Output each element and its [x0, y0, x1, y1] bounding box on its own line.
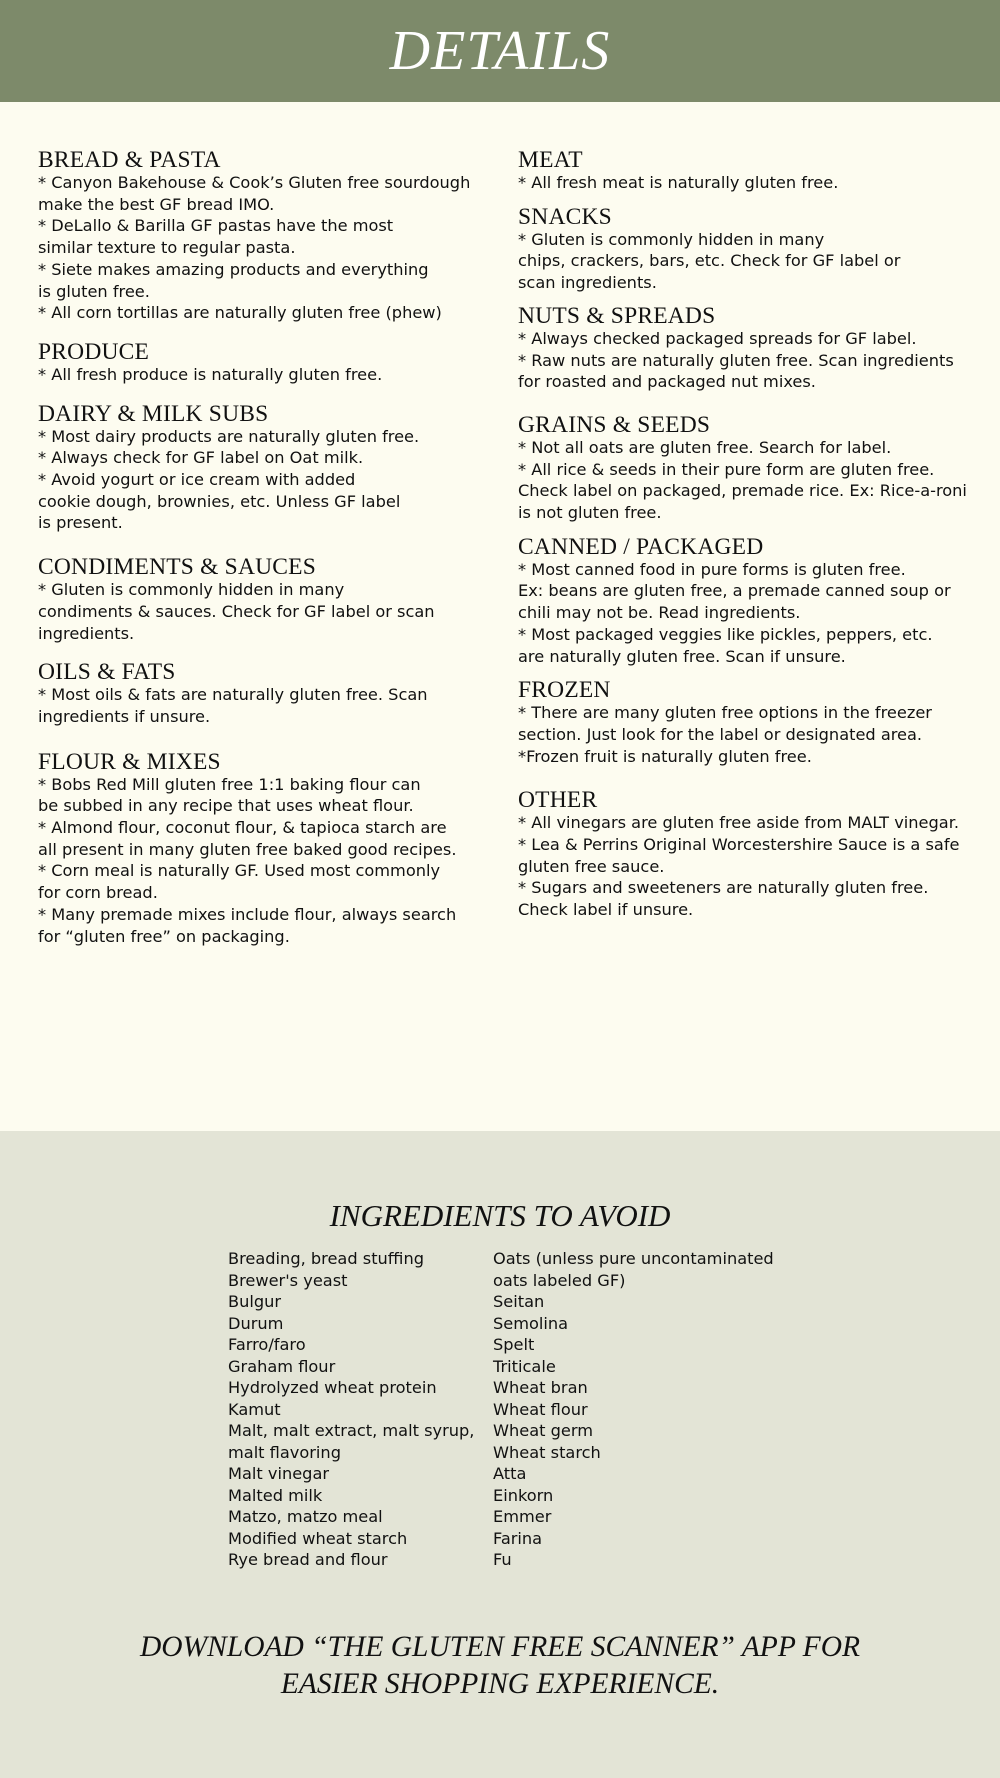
section-heading: SNACKS — [518, 203, 612, 230]
section-text-line: * Most canned food in pure forms is gluten free. — [518, 559, 906, 579]
section-snacks — [518, 205, 980, 294]
avoid-item: Wheat bran — [493, 1378, 588, 1397]
avoid-item: Fu — [493, 1550, 512, 1569]
section-frozen — [518, 678, 980, 767]
section-text-line: * There are many gluten free options in the freezer — [518, 703, 932, 723]
section-text-line: * Almond flour, coconut flour, & tapioca starch are — [38, 818, 447, 838]
section-heading: CONDIMENTS & SAUCES — [38, 554, 316, 581]
section-text-line: cookie dough, brownies, etc. Unless GF label — [38, 491, 401, 511]
avoid-left-column — [228, 1248, 474, 1571]
section-text-line: * Raw nuts are naturally gluten free. Scan ingredients — [518, 350, 954, 370]
avoid-item: Malt vinegar — [228, 1464, 330, 1483]
section-other — [518, 788, 980, 921]
section-text-line: * Most dairy products are naturally gluten free. — [38, 426, 420, 446]
avoid-item: Seitan — [493, 1292, 545, 1311]
avoid-item: malt flavoring — [228, 1442, 341, 1462]
section-text-line: condiments & sauces. Check for GF label or scan — [38, 601, 435, 621]
details-section — [0, 102, 1000, 1131]
section-heading: GRAINS & SEEDS — [518, 411, 711, 438]
section-text-line: chili may not be. Read ingredients. — [518, 603, 801, 623]
section-text-line: * Siete makes amazing products and everything — [38, 259, 429, 279]
avoid-item: Breading, bread stuffing — [228, 1249, 424, 1268]
cta-line: EASIER SHOPPING EXPERIENCE. — [280, 1668, 720, 1700]
section-text-line: * Most packaged veggies like pickles, peppers, etc. — [518, 624, 933, 644]
avoid-item: Atta — [493, 1464, 527, 1483]
avoid-item: Graham flour — [228, 1356, 336, 1376]
section-text-line: * Always checked packaged spreads for GF label. — [518, 328, 917, 348]
section-text-line: * Lea & Perrins Original Worcestershire Sauce is a safe — [518, 835, 960, 855]
section-text-line: * Gluten is commonly hidden in many — [38, 580, 345, 600]
section-dairy-milk-subs — [38, 402, 488, 535]
section-meat — [518, 148, 980, 194]
cta-line: DOWNLOAD “THE GLUTEN FREE SCANNER” APP FOR — [139, 1631, 861, 1663]
section-text-line: * Canyon Bakehouse & Cook’s Gluten free sourdough — [38, 173, 471, 192]
section-nuts-spreads — [518, 304, 980, 393]
avoid-item: Modified wheat starch — [228, 1528, 408, 1548]
section-text-line: section. Just look for the label or designated area. — [518, 724, 923, 744]
section-text-line: for “gluten free” on packaging. — [38, 926, 290, 946]
section-text-line: *Frozen fruit is naturally gluten free. — [518, 746, 812, 766]
section-text-line: similar texture to regular pasta. — [38, 238, 296, 258]
section-text-line: be subbed in any recipe that uses wheat flour. — [38, 796, 414, 816]
section-text-line: ingredients if unsure. — [38, 706, 211, 726]
section-text-line: gluten free sauce. — [518, 856, 665, 876]
avoid-item: Farina — [493, 1528, 543, 1548]
section-text-line: Check label if unsure. — [518, 900, 694, 920]
avoid-item: Wheat germ — [493, 1421, 594, 1440]
download-app-callout — [0, 1629, 1000, 1703]
details-right-column — [518, 148, 980, 921]
section-text-line: * Avoid yogurt or ice cream with added — [38, 470, 356, 490]
avoid-item: Oats (unless pure uncontaminated — [493, 1249, 774, 1268]
section-text-line: Check label on packaged, premade rice. Ex: Rice-a-roni — [518, 481, 967, 501]
section-heading: PRODUCE — [38, 338, 150, 365]
section-flour-mixes — [38, 750, 488, 948]
avoid-item: Triticale — [493, 1356, 556, 1376]
section-heading: DAIRY & MILK SUBS — [38, 400, 269, 427]
section-text-line: * All vinegars are gluten free aside from MALT vinegar. — [518, 813, 960, 833]
section-heading: OILS & FATS — [38, 659, 176, 686]
avoid-right-column — [493, 1248, 774, 1571]
avoid-item: Emmer — [493, 1507, 552, 1526]
section-text-line: * Gluten is commonly hidden in many — [518, 229, 825, 249]
section-text-line: chips, crackers, bars, etc. Check for GF label or — [518, 251, 901, 271]
section-canned-packaged — [518, 535, 980, 668]
section-heading: MEAT — [518, 147, 583, 173]
section-text-line: * All fresh meat is naturally gluten free. — [518, 173, 839, 192]
avoid-item: Wheat starch — [493, 1442, 601, 1462]
avoid-item: Matzo, matzo meal — [228, 1507, 383, 1526]
ingredients-to-avoid-section — [0, 1131, 1000, 1778]
section-text-line: is not gluten free. — [518, 503, 662, 523]
avoid-item: Spelt — [493, 1335, 535, 1354]
avoid-item: Kamut — [228, 1399, 281, 1419]
header-banner — [0, 0, 1000, 102]
avoid-item: Semolina — [493, 1313, 569, 1333]
section-heading: FROZEN — [518, 677, 611, 704]
avoid-item: Malt, malt extract, malt syrup, — [228, 1421, 475, 1440]
avoid-item: Hydrolyzed wheat protein — [228, 1378, 437, 1397]
avoid-item: Malted milk — [228, 1485, 323, 1505]
section-text-line: * All corn tortillas are naturally gluten free (phew) — [38, 303, 442, 323]
section-produce — [38, 340, 488, 386]
section-condiments-sauces — [38, 555, 488, 644]
section-text-line: is gluten free. — [38, 281, 150, 301]
section-text-line: * Corn meal is naturally GF. Used most commonly — [38, 861, 441, 881]
avoid-item: Farro/faro — [228, 1335, 306, 1354]
section-text-line: for roasted and packaged nut mixes. — [518, 372, 816, 392]
section-text-line: * DeLallo & Barilla GF pastas have the most — [38, 216, 394, 236]
section-heading: CANNED / PACKAGED — [518, 533, 764, 560]
avoid-item: Brewer's yeast — [228, 1270, 348, 1290]
avoid-item: Einkorn — [493, 1485, 554, 1505]
section-text-line: * All fresh produce is naturally gluten free. — [38, 364, 383, 384]
section-text-line: * Many premade mixes include flour, always search — [38, 904, 457, 924]
section-text-line: * Most oils & fats are naturally gluten free. Scan — [38, 685, 428, 705]
section-heading: OTHER — [518, 787, 598, 814]
section-text-line: all present in many gluten free baked good recipes. — [38, 839, 457, 859]
avoid-item: Wheat flour — [493, 1399, 588, 1419]
page-title: DETAILS — [389, 20, 611, 82]
section-text-line: * All rice & seeds in their pure form are gluten free. — [518, 459, 935, 479]
section-text-line: * Always check for GF label on Oat milk. — [38, 448, 364, 468]
section-oils-fats — [38, 660, 488, 727]
section-text-line: * Not all oats are gluten free. Search for label. — [518, 437, 892, 457]
section-heading: BREAD & PASTA — [38, 147, 221, 173]
section-heading: NUTS & SPREADS — [518, 302, 716, 329]
section-text-line: * Bobs Red Mill gluten free 1:1 baking flour can — [38, 774, 421, 794]
section-text-line: for corn bread. — [38, 883, 158, 903]
avoid-item: oats labeled GF) — [493, 1270, 626, 1290]
section-text-line: Ex: beans are gluten free, a premade canned soup or — [518, 581, 951, 601]
section-text-line: make the best GF bread IMO. — [38, 194, 275, 214]
section-text-line: scan ingredients. — [518, 273, 657, 293]
section-bread-pasta — [38, 148, 488, 324]
section-text-line: ingredients. — [38, 623, 135, 643]
avoid-item: Rye bread and flour — [228, 1550, 388, 1569]
avoid-title: INGREDIENTS TO AVOID — [329, 1198, 671, 1233]
section-text-line: * Sugars and sweeteners are naturally gluten free. — [518, 878, 929, 898]
details-left-column — [38, 148, 488, 947]
section-grains-seeds — [518, 413, 980, 524]
section-text-line: are naturally gluten free. Scan if unsure. — [518, 646, 846, 666]
section-heading: FLOUR & MIXES — [38, 748, 221, 775]
avoid-item: Bulgur — [228, 1292, 282, 1311]
section-text-line: is present. — [38, 513, 123, 533]
avoid-item: Durum — [228, 1313, 284, 1333]
